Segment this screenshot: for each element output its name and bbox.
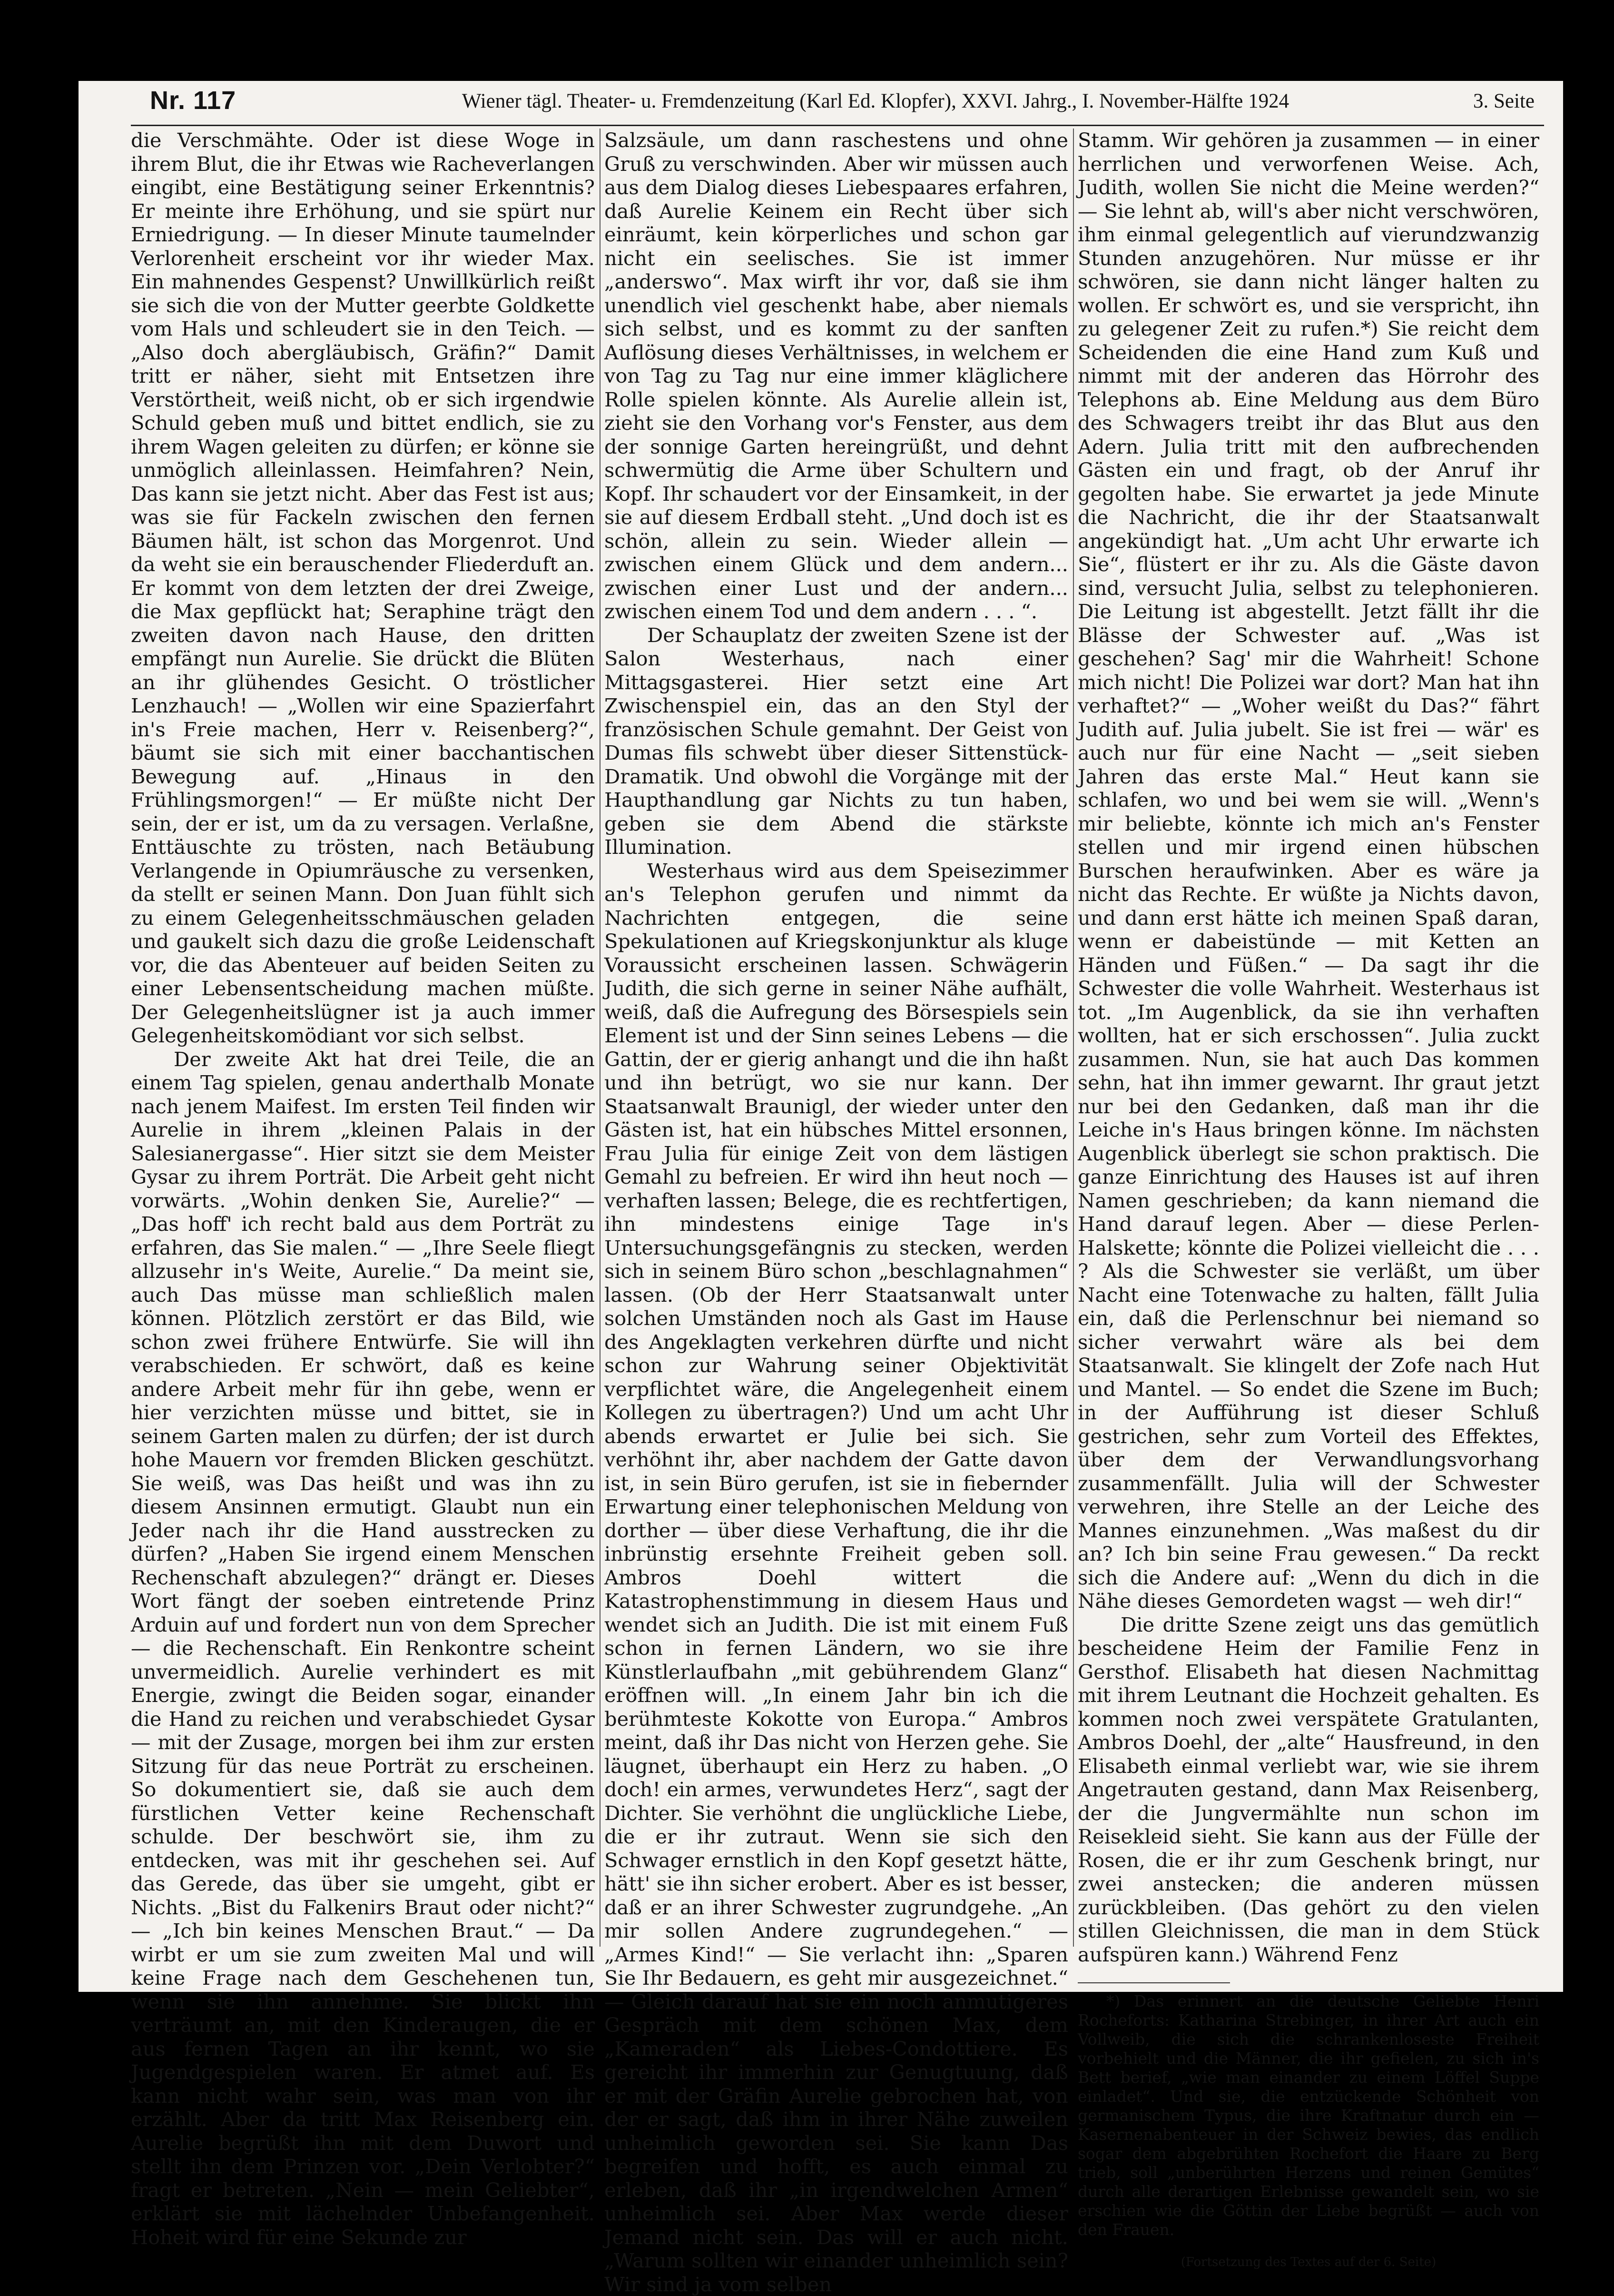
paragraph: Der zweite Akt hat drei Teile, die an einem Tag spielen, genau anderthalb Monate nach jenem Maifest. Im ersten Teil finden wir Aurelie in ihrem „kleinen Palais in der Salesianergasse“. Hier sitzt sie dem Meister Gysar zu ihrem Porträt. Die Arbeit geht nicht vorwärts. „Wohin denken Sie, Aurelie?“ — „Das hoff' ich recht bald aus dem Porträt zu erfahren, das Sie malen.“ — „Ihre Seele fliegt allzusehr in's Weite, Aurelie.“ Da meint sie, auch Das müsse man schließlich malen können. Plötzlich zerstört er das Bild, wie schon zwei frühere Entwürfe. Sie will ihn verabschieden. Er schwört, daß es keine andere Arbeit mehr für ihn gebe, wenn er hier verzichten müsse und bittet, sie in seinem Garten malen zu dürfen; der ist durch hohe Mauern vor fremden Blicken geschützt. Sie weiß, was Das heißt und was ihn zu diesem Ansinnen ermutigt. Glaubt nun ein Jeder nach ihr die Hand ausstrecken zu dürfen? „Haben Sie irgend einem Menschen Rechenschaft abzulegen?“ drängt er. Dieses Wort fängt der soeben eintretende Prinz Arduin auf und fordert nun von dem Sprecher — die Rechenschaft. Ein Renkontre scheint unvermeidlich. Aurelie verhindert es mit Energie, zwingt die Beiden sogar, einander die Hand zu reichen und verabschiedet Gysar — mit der Zusage, morgen bei ihm zur ersten Sitzung für das neue Porträt zu erscheinen. So dokumentiert sie, daß sie auch dem fürstlichen Vetter keine Rechenschaft schulde. Der beschwört sie, ihm zu entdecken, was mit ihr geschehen sei. Auf das Gerede, das über sie umgeht, gibt er Nichts. „Bist du Falkenirs Braut oder nicht?“ — „Ich bin keines Menschen Braut.“ — Da wirbt er um sie zum zweiten Mal und will keine Frage nach dem Geschehenen tun, wenn sie ihn annehme. Sie blickt ihn verträumt an, mit den Kinderaugen, die er aus fernen Tagen an ihr kennt, wo sie Jugendgespielen waren. Er atmet auf. Es kann nicht wahr sein, was man von ihr erzählt. Aber da tritt Max Reisenberg ein. Aurelie begrüßt ihn mit dem Duwort und stellt ihn dem Prinzen vor. „Dein Verlobter?“ fragt er betreten. „Nein — mein Geliebter“, erklärt sie mit lächelnder Unbefangenheit. Hoheit wird für eine Sekunde zur (131, 1048, 595, 2249)
column-3 (1078, 129, 1539, 1980)
paragraph: Stamm. Wir gehören ja zusammen — in einer herrlichen und verworfenen Weise. Ach, Judith, wollen Sie nicht die Meine werden?“ — Sie lehnt ab, will's aber nicht verschwören, ihm einmal gelegentlich auf vierundzwanzig Stunden anzugehören. Nur müsse er ihr schwören, sie dann nicht länger halten zu wollen. Er schwört es, und sie verspricht, ihn zu gelegener Zeit zu rufen.*) Sie reicht dem Scheidenden die eine Hand zum Kuß und nimmt mit der anderen das Hörrohr des Telephons ab. Eine Meldung aus dem Büro des Schwagers treibt ihr das Blut aus den Adern. Julia tritt mit den aufbrechenden Gästen ein und fragt, ob der Anruf ihr gegolten habe. Sie erwartet ja jede Minute die Nachricht, die ihr der Staatsanwalt angekündigt hat. „Um acht Uhr erwarte ich Sie“, flüstert er ihr zu. Als die Gäste davon sind, versucht Julia, selbst zu telephonieren. Die Leitung ist abgestellt. Jetzt fällt ihr die Blässe der Schwester auf. „Was ist geschehen? Sag' mir die Wahrheit! Schone mich nicht! Die Polizei war dort? Man hat ihn verhaftet?“ — „Woher weißt du Das?“ fährt Judith auf. Julia jubelt. Sie ist frei — wär' es auch nur für eine Nacht — „seit sieben Jahren das erste Mal.“ Heut kann sie schlafen, wo und bei wem sie will. „Wenn's mir beliebte, könnte ich mich an's Fenster stellen und mir irgend einen hübschen Burschen heraufwinken. Aber es wäre ja nicht das Rechte. Er wüßte ja Nichts davon, und dann erst hätte ich meinen Spaß daran, wenn er dabeistünde — mit Ketten an Händen und Füßen.“ — Da sagt ihr die Schwester die volle Wahrheit. Westerhaus ist tot. „Im Augenblick, da sie ihn verhaften wollten, hat er sich erschossen“. Julia zuckt zusammen. Nun, sie hat auch Das kommen sehn, hat ihn immer gewarnt. Ihr graut jetzt nur bei den Gedanken, daß man ihr die Leiche in's Haus bringen könne. Im nächsten Augenblick überlegt sie schon praktisch. Die ganze Einrichtung des Hauses ist auf ihren Namen geschrieben; da kann niemand die Hand darauf legen. Aber — diese Perlen-Halskette; könnte die Polizei vielleicht die . . . ? Als die Schwester sie verläßt, um über Nacht eine Totenwache zu halten, fällt Julia ein, daß die Perlenschnur bei niemand so sicher verwahrt wäre als bei dem Staatsanwalt. Sie klingelt der Zofe nach Hut und Mantel. — So endet die Szene im Buch; in der Aufführung ist dieser Schluß gestrichen, sehr zum Vorteil des Effektes, über dem der Verwandlungsvorhang zusammenfällt. Julia will der Schwester verwehren, ihre Stelle an der Leiche des Mannes einzunehmen. „Was maßest du dir an? Ich bin seine Frau gewesen.“ Da reckt sich die Andere auf: „Wenn du dich in die Nähe dieses Gemordeten wagst — weh dir!“ (1078, 129, 1539, 1613)
newspaper-page (79, 81, 1563, 1992)
column-2 (604, 129, 1068, 1980)
page-header (79, 81, 1563, 126)
paragraph: die Verschmähte. Oder ist diese Woge in ihrem Blut, die ihr Etwas wie Racheverlangen eingibt, eine Bestätigung seiner Erkenntnis? Er meinte ihre Erhöhung, und sie spürt nur Erniedrigung. — In dieser Minute taumelnder Verlorenheit erscheint vor ihr wieder Max. Ein mahnendes Gespenst? Unwillkürlich reißt sie sich die von der Mutter geerbte Goldkette vom Hals und schleudert sie in den Teich. — „Also doch abergläubisch, Gräfin?“ Damit tritt er näher, sieht mit Entsetzen ihre Verstörtheit, weiß nicht, ob er sich irgendwie Schuld geben muß und bittet endlich, sie zu ihrem Wagen geleiten zu dürfen; er könne sie unmöglich alleinlassen. Heimfahren? Nein, Das kann sie jetzt nicht. Aber das Fest ist aus; was sie für Fackeln zwischen den fernen Bäumen hält, ist schon das Morgenrot. Und da weht sie ein berauschender Fliederduft an. Er kommt von dem letzten der drei Zweige, die Max gepflückt hat; Seraphine trägt den zweiten davon nach Hause, den dritten empfängt nun Aurelie. Sie drückt die Blüten an ihr glühendes Gesicht. O tröstlicher Lenzhauch! — „Wollen wir eine Spazierfahrt in's Freie machen, Herr v. Reisenberg?“, bäumt sie sich mit einer bacchantischen Bewegung auf. „Hinaus in den Frühlingsmorgen!“ — Er müßte nicht Der sein, der er ist, um da zu versagen. Verlaßne, Enttäuschte zu trösten, nach Betäubung Verlangende in Opiumräusche zu versenken, da stellt er seinen Mann. Don Juan fühlt sich zu einem Gelegenheitsschmäuschen geladen und gaukelt sich dazu die große Leidenschaft vor, die das Abenteuer auf beiden Seiten zu einer Lebensentscheidung machen müßte. Der Gelegenheitslügner ist ja auch immer Gelegenheitskomödiant vor sich selbst. (131, 129, 595, 1048)
header-rule (131, 125, 1544, 126)
issue-number: Nr. 117 (150, 86, 236, 115)
page-number: 3. Seite (1473, 89, 1535, 113)
footnote-separator (1078, 1982, 1230, 1983)
paragraph: Westerhaus wird aus dem Speisezimmer an's Telephon gerufen und nimmt da Nachrichten entgegen, die seine Spekulationen auf Kriegskonjunktur als kluge Voraussicht erscheinen lassen. Schwägerin Judith, die sich gerne in seiner Nähe aufhält, weiß, daß die Aufregung des Börsespiels sein Element ist und der Sinn seines Lebens — die Gattin, der er gierig anhangt und die ihn haßt und ihn betrügt, wo sie nur kann. Der Staatsanwalt Braunigl, der wieder unter den Gästen ist, hat ein hübsches Mittel ersonnen, Frau Julia für einige Zeit von dem lästigen Gemahl zu befreien. Er wird ihn heut noch — verhaften lassen; Belege, die es rechtfertigen, ihn mindestens einige Tage in's Untersuchungsgefängnis zu stecken, werden sich in seinem Büro schon „beschlagnahmen“ lassen. (Ob der Herr Staatsanwalt unter solchen Umständen noch als Gast im Hause des Angeklagten verkehren dürfte und nicht schon zur Wahrung seiner Objektivität verpflichtet wäre, die Angelegenheit einem Kollegen zu übertragen?) Und um acht Uhr abends erwartet er Julie bei sich. Sie verhöhnt ihr, aber nachdem der Gatte davon ist, in sein Büro gerufen, ist sie in fiebernder Erwartung einer telephonischen Meldung von dorther — über diese Verhaftung, die ihr die inbrünstig ersehnte Freiheit geben soll. Ambros Doehl wittert die Katastrophenstimmung in diesem Haus und wendet sich an Judith. Die ist mit einem Fuß schon in fernen Ländern, wo sie ihre Künstlerlaufbahn „mit gebührendem Glanz“ eröffnen will. „In einem Jahr bin ich die berühmteste Kokotte von Europa.“ Ambros meint, daß ihr Das nicht von Herzen gehe. Sie läugnet, überhaupt ein Herz zu haben. „O doch! ein armes, verwundetes Herz“, sagt der Dichter. Sie verhöhnt die unglückliche Liebe, die er ihr zutraut. Wenn sie sich den Schwager ernstlich in den Kopf gesetzt hätte, hätt' sie ihn sicher erobert. Aber es ist besser, daß er an ihrer Schwester zugrundgehe. „An mir sollen Andere zugrundegehen.“ — „Armes Kind!“ — Sie verlacht ihn: „Sparen Sie Ihr Bedauern, es geht mir ausgezeichnet.“ — Gleich darauf hat sie ein noch anmutigeres Gespräch mit dem schönen Max, dem „Kameraden“ als Liebes-Condottiere. Es gereicht ihr immerhin zur Genugtuung, daß er mit der Gräfin Aurelie gebrochen hat, von der er sagt, daß ihm in ihrer Nähe zuweilen unheimlich geworden sei. Sie kann Das begreifen und hofft, es auch einmal zu erleben, daß ihr „in irgendwelchen Armen“ unheimlich sei. Aber Max werde dieser Jemand nicht sein. Das will er auch nicht. „Warum sollten wir einander unheimlich sein? Wir sind ja vom selben (604, 859, 1068, 2296)
masthead-title: Wiener tägl. Theater- u. Fremdenzeitung (Karl Ed. Klopfer), XXVI. Jahrg., I. November-Hälfte 1924 (412, 89, 1339, 113)
footnote-text: *) Das erinnert an die deutsche Geliebte Henri Rocheforts: Katharina Strebinger, in ihrer Art auch ein Vollweib, die sich die schrankenloseste Freiheit vorbehielt und die Männer, die ihr gefielen, zu sich in's Bett berief, „wie man einander zu einem Löffel Suppe einladet“. Und sie, die entzückende Schönheit von germanischem Typus, die ihre Kraftnatur durch ein — Kasernenabenteuer in der Schweiz bewies, das endlich sogar dem abgebrühten Rochefort die Haare zu Berg trieb, soll „unberührten Herzens und reinen Gemütes“ durch alle derartigen Erlebnisse gewandelt sein, wo sie erschien wie die Göttin der Liebe begrüßt — auch von den Frauen. (1078, 1992, 1539, 2239)
paragraph: Die dritte Szene zeigt uns das gemütlich bescheidene Heim der Familie Fenz in Gersthof. Elisabeth hat diesen Nachmittag mit ihrem Leutnant die Hochzeit gehalten. Es kommen noch zwei verspätete Gratulanten, Ambros Doehl, der „alte“ Hausfreund, in den Elisabeth einmal verliebt war, wie sie ihrem Angetrauten gestand, dann Max Reisenberg, der die Jungvermählte nun schon im Reisekleid sieht. Sie kann aus der Fülle der Rosen, die er ihr zum Geschenk bringt, nur zwei anstecken; die anderen müssen zurückbleiben. (Das gehört zu den vielen stillen Gleichnissen, die man in dem Stück aufspüren kann.) Während Fenz (1078, 1613, 1539, 1967)
continuation-note: (Fortsetzung des Textes auf der 6. Seite) (1078, 2254, 1539, 2271)
paragraph: Der Schauplatz der zweiten Szene ist der Salon Westerhaus, nach einer Mittagsgasterei. Hier setzt eine Art Zwischenspiel ein, das an den Styl der französischen Schule gemahnt. Der Geist von Dumas fils schwebt über dieser Sittenstück-Dramatik. Und obwohl die Vorgänge mit der Haupthandlung gar Nichts zu tun haben, geben sie dem Abend die stärkste Illumination. (604, 623, 1068, 859)
paragraph: Salzsäule, um dann raschestens und ohne Gruß zu verschwinden. Aber wir müssen auch aus dem Dialog dieses Liebespaares erfahren, daß Aurelie Keinem ein Recht über sich einräumt, kein körperliches und schon gar nicht ein seelisches. Sie ist immer „anderswo“. Max wirft ihr vor, daß sie ihm unendlich viel geschenkt habe, aber niemals sich selbst, und es kommt zu der sanften Auflösung dieses Verhältnisses, in welchem er von Tag zu Tag nur eine immer kläglichere Rolle spielen könnte. Als Aurelie allein ist, zieht sie den Vorhang vor's Fenster, aus dem der sonnige Garten hereingrüßt, und dehnt schwermütig die Arme über Schultern und Kopf. Ihr schaudert vor der Einsamkeit, in der sie auf diesem Erdball steht. „Und doch ist es schön, allein zu sein. Wieder allein — zwischen einem Glück und dem andern... zwischen einer Lust und der andern... zwischen einem Tod und dem andern . . . “. (604, 129, 1068, 623)
footnote (1078, 1992, 1539, 2239)
column-divider (1073, 129, 1074, 1947)
column-1 (131, 129, 595, 1980)
